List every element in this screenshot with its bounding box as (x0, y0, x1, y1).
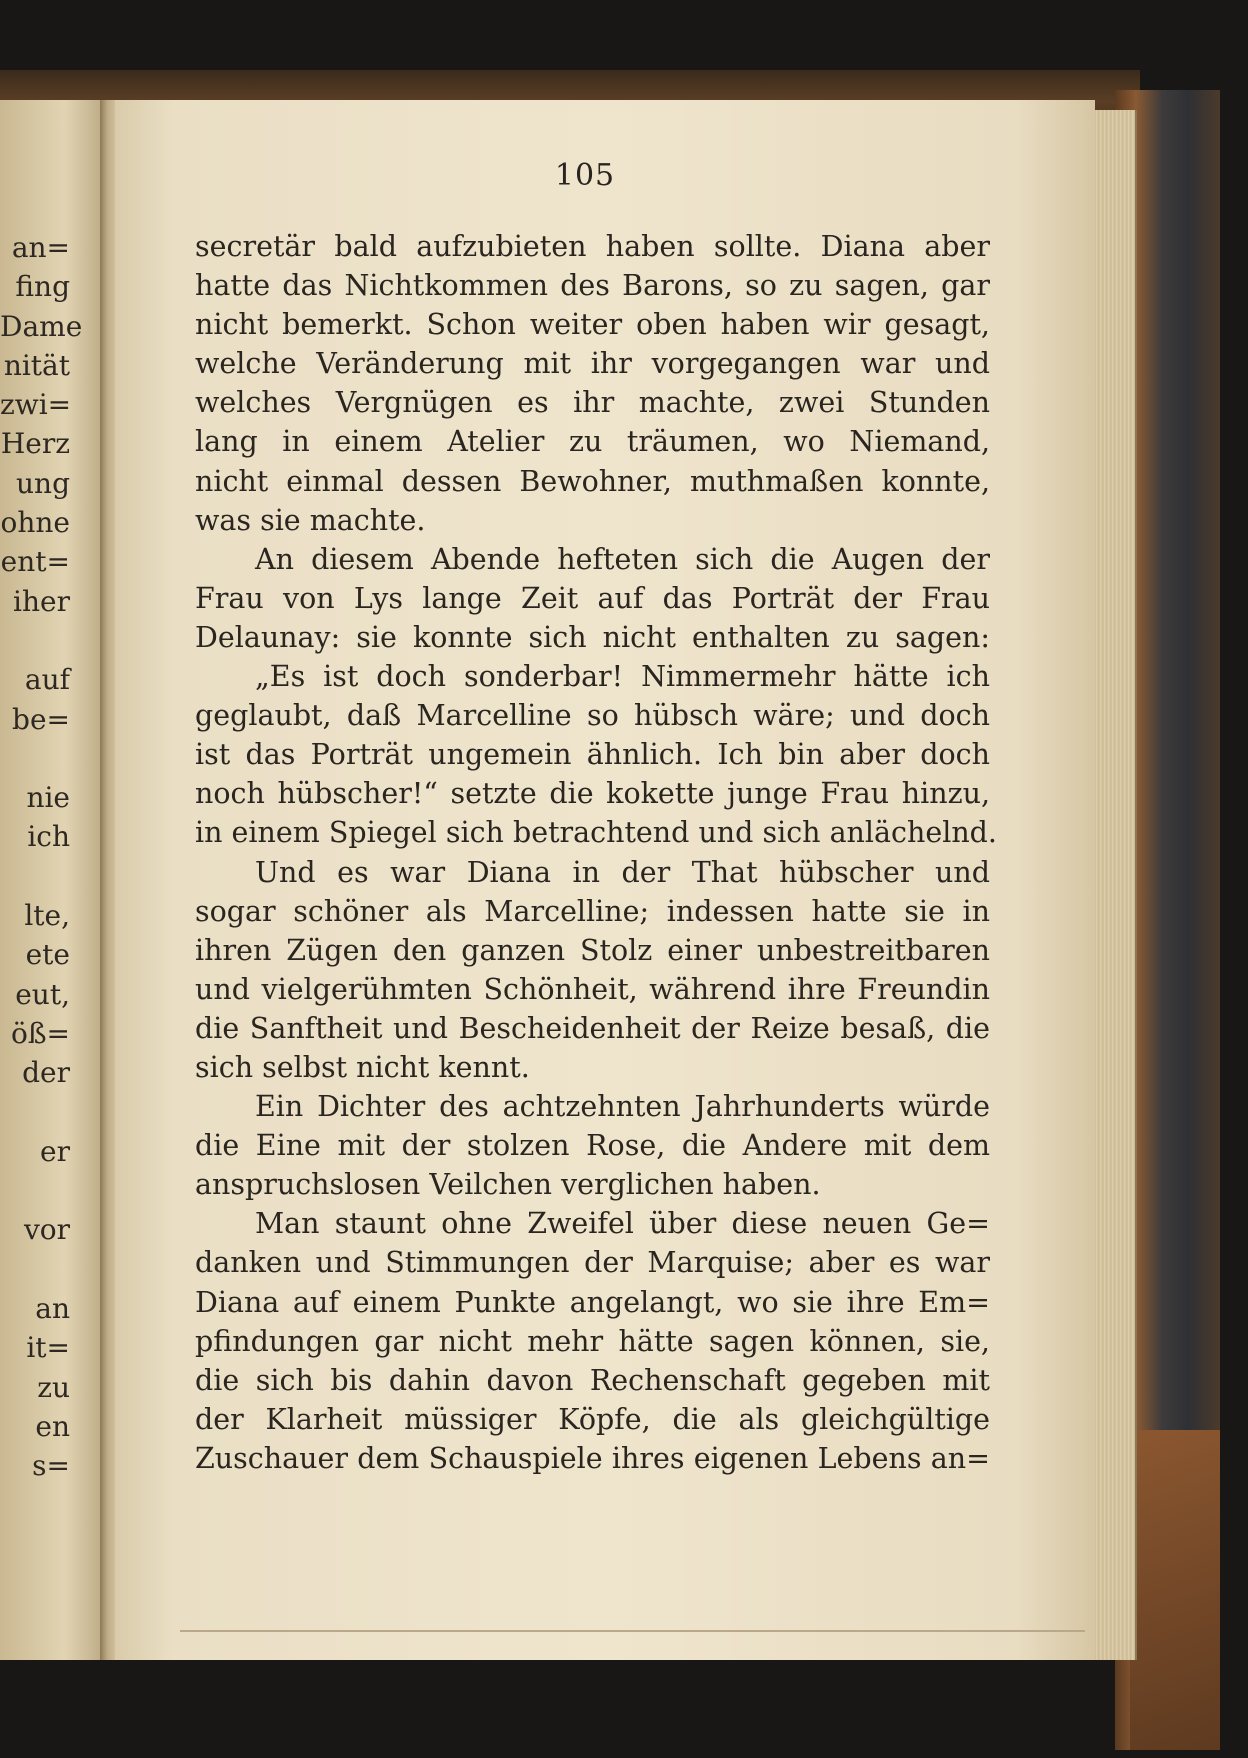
left-page-fragment: s= (32, 1449, 70, 1483)
left-page-fragment: ohne (0, 506, 70, 540)
left-page-fragment (0, 857, 70, 896)
left-page-fragment: fing (15, 270, 70, 304)
left-page-fragment: zwi= (0, 388, 72, 422)
text-line: pfindungen gar nicht mehr hätte sagen können, sie, (195, 1324, 990, 1358)
left-page-fragment (0, 1093, 70, 1132)
text-line: Ein Dichter des achtzehnten Jahrhunderts würde (255, 1090, 990, 1124)
text-line: Man staunt ohne Zweifel über diese neuen Ge= (255, 1207, 990, 1241)
text-line: Delaunay: sie konnte sich nicht enthalten zu sagen: (195, 620, 990, 654)
page-text (195, 227, 997, 1478)
text-line: sogar schöner als Marcelline; indessen hatte sie in (195, 894, 990, 928)
left-page-fragment: an (35, 1292, 70, 1326)
left-page-fragment: eut, (15, 977, 70, 1011)
left-page-fragment: ung (16, 466, 70, 500)
left-page-fragment: be= (12, 702, 70, 736)
left-page-fragment: iher (13, 584, 70, 618)
text-line: Und es war Diana in der That hübscher und (255, 855, 990, 889)
text-line: ihren Zügen den ganzen Stolz einer unbestreitbaren (195, 933, 990, 967)
left-page-text-fragments (0, 228, 83, 1486)
left-page-fragment: nie (26, 781, 70, 815)
text-line: der Klarheit müssiger Köpfe, die als gleichgültige (195, 1402, 990, 1436)
left-page-fragment: Herz (0, 427, 70, 461)
text-line: „Es ist doch sonderbar! Nimmermehr hätte ich (255, 660, 990, 694)
left-page-fragment: öß= (10, 1016, 70, 1050)
text-line: danken und Stimmungen der Marquise; aber es war (195, 1246, 990, 1280)
text-line: lang in einem Atelier zu träumen, wo Niemand, (195, 425, 990, 459)
left-page-fragment: der (22, 1056, 70, 1090)
left-page-fragment: Dame (0, 309, 83, 343)
left-page-fragment: ent= (0, 545, 70, 579)
text-line: die sich bis dahin davon Rechenschaft gegeben mit (195, 1363, 990, 1397)
left-page-fragment: ich (27, 820, 70, 854)
text-line: Diana auf einem Punkte angelangt, wo sie ihre Em= (195, 1285, 990, 1319)
left-page-fragment: nität (3, 348, 70, 382)
left-page-fragment: it= (26, 1331, 70, 1365)
left-page-fragment: vor (23, 1213, 70, 1247)
left-page-fragment: auf (24, 663, 70, 697)
left-page-fragment (0, 739, 70, 778)
left-page-fragment (0, 621, 70, 660)
left-page-fragment: zu (37, 1370, 70, 1404)
left-page-fragment (0, 1171, 70, 1210)
text-line: anspruchslosen Veilchen verglichen haben. (195, 1168, 821, 1202)
text-line: An diesem Abende hefteten sich die Augen der (255, 542, 990, 576)
left-page-fragment (0, 1250, 70, 1289)
text-line: Frau von Lys lange Zeit auf das Porträt der Frau (195, 581, 990, 615)
book-cover-corner (1130, 1430, 1220, 1750)
left-page-fragment: lte, (24, 899, 70, 933)
text-line: was sie machte. (195, 503, 426, 537)
text-line: hatte das Nichtkommen des Barons, so zu sagen, gar (195, 269, 990, 303)
left-page-fragment: ete (25, 938, 70, 972)
left-page-fragment: er (40, 1134, 70, 1168)
text-line: Zuschauer dem Schauspiele ihres eigenen Lebens an= (195, 1441, 990, 1475)
text-line: und vielgerühmten Schönheit, während ihre Freundin (195, 972, 990, 1006)
page-number: 105 (554, 158, 616, 193)
text-line: geglaubt, daß Marcelline so hübsch wäre; und doch (195, 699, 990, 733)
page-bottom-rule (180, 1630, 1085, 1632)
left-page-fragment: an= (11, 231, 70, 264)
text-line: welches Vergnügen es ihr machte, zwei Stunden (195, 386, 990, 420)
text-line: die Eine mit der stolzen Rose, die Andere mit dem (195, 1129, 990, 1163)
text-line: secretär bald aufzubieten haben sollte. Diana aber (195, 230, 990, 263)
text-line: noch hübscher!“ setzte die kokette junge Frau hinzu, (195, 777, 990, 811)
text-line: nicht einmal dessen Bewohner, muthmaßen konnte, (195, 464, 990, 498)
text-line: in einem Spiegel sich betrachtend und sich anlächelnd. (195, 816, 997, 850)
text-line: welche Veränderung mit ihr vorgegangen war und (195, 347, 990, 381)
text-line: ist das Porträt ungemein ähnlich. Ich bin aber doch (195, 738, 990, 772)
left-page-fragment: en (35, 1409, 70, 1443)
text-line: sich selbst nicht kennt. (195, 1050, 530, 1084)
text-line: nicht bemerkt. Schon weiter oben haben wir gesagt, (195, 308, 990, 342)
text-line: die Sanftheit und Bescheidenheit der Reize besaß, die (195, 1011, 990, 1045)
